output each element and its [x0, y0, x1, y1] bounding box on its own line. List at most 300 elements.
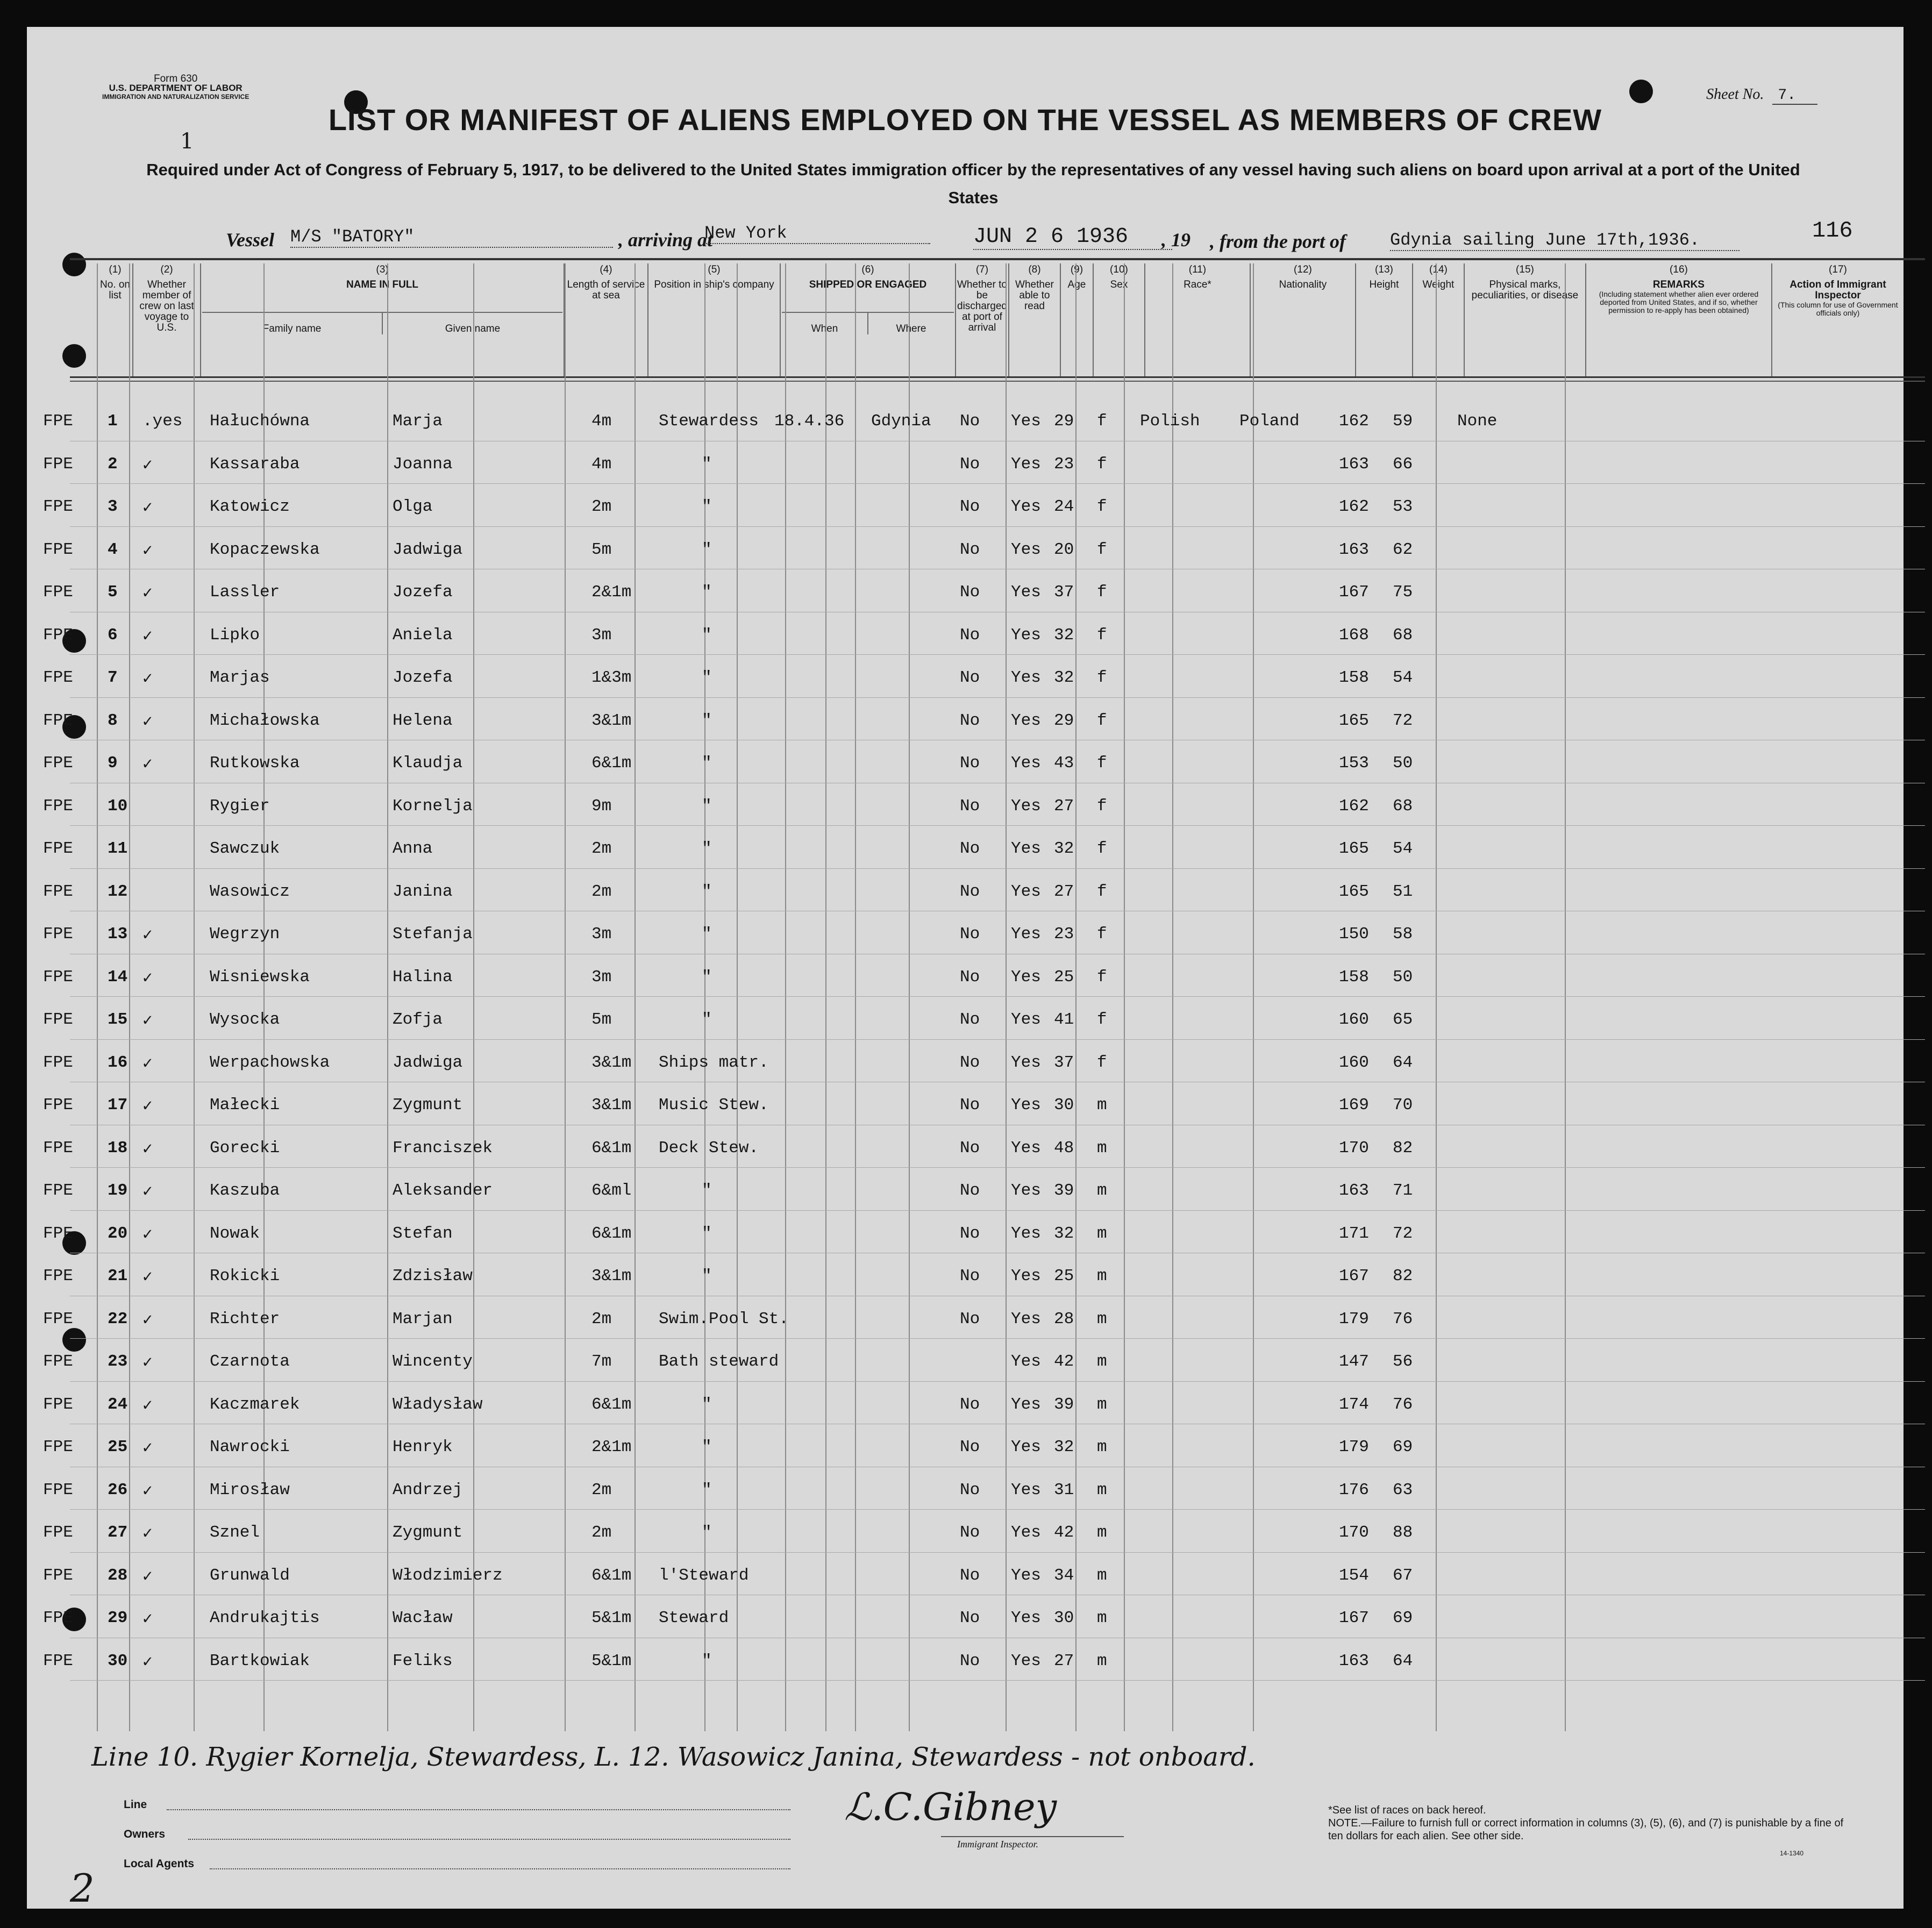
cell-prev: ✓: [142, 969, 153, 988]
cell-prev: ✓: [142, 1268, 153, 1287]
cell-mark: FPE: [43, 1010, 73, 1029]
cell-read: Yes: [1011, 1566, 1041, 1585]
cell-position: ": [702, 1010, 712, 1029]
cell-service: 5&1m: [591, 1651, 632, 1670]
header-rule: [70, 381, 1925, 382]
cell-mark: FPE: [43, 1523, 73, 1542]
cell-age: 25: [1054, 967, 1074, 987]
cell-discharged: No: [960, 412, 980, 431]
cell-service: 5m: [591, 1010, 612, 1029]
cell-mark: FPE: [43, 796, 73, 816]
cell-read: Yes: [1011, 1267, 1041, 1286]
cell-age: 41: [1054, 1010, 1074, 1029]
column-number: (3): [376, 264, 389, 275]
cell-given: Wincenty: [393, 1352, 473, 1371]
cell-no: 5: [108, 583, 118, 602]
cell-prev: ✓: [142, 456, 153, 475]
table-header: [97, 263, 1904, 377]
cell-given: Jadwiga: [393, 540, 463, 559]
column-number: (12): [1294, 264, 1312, 275]
cell-service: 9m: [591, 796, 612, 816]
cell-sex: m: [1097, 1395, 1107, 1414]
cell-sex: m: [1097, 1096, 1107, 1115]
cell-given: Franciszek: [393, 1138, 493, 1158]
cell-mark: FPE: [43, 925, 73, 944]
column-sublabel: (Including statement whether alien ever ordered deported from United States, and if so, whether permission to re-apply has been obtained): [1599, 290, 1759, 315]
cell-nationality: Poland: [1239, 412, 1300, 431]
cell-position: Stewardess: [659, 412, 759, 431]
column-header: [1250, 263, 1356, 377]
cell-sex: m: [1097, 1309, 1107, 1329]
cell-age: 37: [1054, 583, 1074, 602]
cell-weight: 71: [1393, 1181, 1413, 1200]
cell-sex: f: [1097, 967, 1107, 987]
cell-given: Kornelja: [393, 796, 473, 816]
column-header: [133, 263, 201, 377]
cell-no: 2: [108, 454, 118, 474]
arriving-label: , arriving at: [618, 229, 713, 251]
cell-height: 165: [1339, 882, 1369, 901]
cell-given: Zdzisław: [393, 1267, 473, 1286]
cell-prev: ✓: [142, 627, 153, 646]
cell-age: 29: [1054, 412, 1074, 431]
cell-height: 165: [1339, 839, 1369, 858]
cell-sex: f: [1097, 711, 1107, 730]
cell-family: Rokicki: [210, 1267, 280, 1286]
cell-sex: f: [1097, 754, 1107, 773]
cell-no: 25: [108, 1438, 128, 1456]
column-header: [780, 263, 956, 377]
cell-family: Michałowska: [210, 711, 320, 730]
cell-position: ": [702, 1267, 712, 1286]
cell-family: Wysocka: [210, 1010, 280, 1029]
column-label: Physical marks, peculiarities, or disease: [1471, 279, 1579, 301]
cell-position: ": [702, 1395, 712, 1414]
cell-read: Yes: [1011, 454, 1041, 474]
cell-sex: f: [1097, 1053, 1107, 1072]
cell-prev: ✓: [142, 1225, 153, 1245]
cell-weight: 58: [1393, 925, 1413, 944]
cell-service: 5&1m: [591, 1609, 632, 1627]
cell-family: Bartkowiak: [210, 1651, 310, 1670]
column-number: (1): [109, 264, 122, 275]
cell-position: ": [702, 882, 712, 901]
cell-read: Yes: [1011, 1438, 1041, 1456]
cell-mark: FPE: [43, 711, 73, 730]
cell-mark: FPE: [43, 1480, 73, 1499]
cell-age: 30: [1054, 1096, 1074, 1115]
cell-position: ": [702, 1523, 712, 1542]
column-number: (6): [861, 264, 874, 275]
cell-mark: FPE: [43, 454, 73, 474]
cell-height: 158: [1339, 668, 1369, 687]
cell-no: 21: [108, 1267, 128, 1286]
cell-position: ": [702, 1181, 712, 1200]
cell-family: Kopaczewska: [210, 540, 320, 559]
cell-no: 12: [108, 882, 128, 901]
column-sublabel: Where: [867, 313, 954, 334]
cell-position: ": [702, 625, 712, 645]
cell-discharged: No: [960, 1267, 980, 1286]
cell-age: 32: [1054, 625, 1074, 645]
cell-no: 4: [108, 540, 118, 559]
cell-given: Jozefa: [393, 668, 453, 687]
cell-height: 174: [1339, 1395, 1369, 1414]
cell-weight: 76: [1393, 1309, 1413, 1329]
cell-height: 176: [1339, 1480, 1369, 1499]
column-number: (4): [600, 264, 612, 275]
cell-weight: 50: [1393, 967, 1413, 987]
cell-read: Yes: [1011, 1224, 1041, 1243]
cell-sex: m: [1097, 1566, 1107, 1585]
service-name: IMMIGRATION AND NATURALIZATION SERVICE: [102, 93, 249, 101]
cell-age: 23: [1054, 454, 1074, 474]
cell-no: 27: [108, 1523, 128, 1542]
cell-mark: FPE: [43, 1609, 73, 1627]
form-number: Form 630: [154, 73, 198, 84]
row-rule: [70, 996, 1925, 997]
cell-discharged: No: [960, 1309, 980, 1329]
row-rule: [70, 1167, 1925, 1168]
cell-age: 39: [1054, 1395, 1074, 1414]
cell-position: ": [702, 1651, 712, 1670]
column-number: (5): [708, 264, 721, 275]
cell-family: Kassaraba: [210, 454, 300, 474]
column-label: NAME IN FULL: [346, 279, 419, 290]
cell-weight: 54: [1393, 839, 1413, 858]
manifest-table-frame: [70, 258, 1925, 1733]
cell-read: Yes: [1011, 1010, 1041, 1029]
cell-read: Yes: [1011, 796, 1041, 816]
cell-service: 3&1m: [591, 1267, 632, 1286]
cell-prev: ✓: [142, 1396, 153, 1416]
cell-mark: FPE: [43, 1309, 73, 1329]
cell-discharged: No: [960, 1053, 980, 1072]
cell-family: Małecki: [210, 1096, 280, 1115]
cell-prev: ✓: [142, 1610, 153, 1629]
cell-prev: ✓: [142, 1354, 153, 1373]
cell-age: 32: [1054, 1224, 1074, 1243]
cell-no: 14: [108, 967, 128, 987]
cell-age: 48: [1054, 1138, 1074, 1158]
cell-weight: 56: [1393, 1352, 1413, 1371]
cell-given: Halina: [393, 967, 453, 987]
cell-prev: ✓: [142, 755, 153, 774]
vessel-label: Vessel: [226, 229, 274, 251]
cell-service: 2m: [591, 1309, 612, 1329]
cell-read: Yes: [1011, 1096, 1041, 1115]
cell-mark: FPE: [43, 497, 73, 516]
column-label: SHIPPED OR ENGAGED: [809, 279, 927, 290]
owners-blank: [188, 1839, 790, 1840]
cell-sex: f: [1097, 412, 1107, 431]
column-number: (15): [1516, 264, 1534, 275]
page-mark: 1: [180, 129, 194, 154]
cell-mark: FPE: [43, 1224, 73, 1243]
row-rule: [70, 697, 1925, 698]
cell-family: Mirosław: [210, 1480, 290, 1499]
cell-position: ": [702, 711, 712, 730]
cell-service: 3m: [591, 925, 612, 944]
cell-weight: 64: [1393, 1651, 1413, 1670]
cell-height: 163: [1339, 1651, 1369, 1670]
column-number: (17): [1829, 264, 1847, 275]
cell-weight: 59: [1393, 412, 1413, 431]
cell-weight: 72: [1393, 1224, 1413, 1243]
races-note: *See list of races on back hereof.: [1328, 1804, 1486, 1816]
cell-sex: m: [1097, 1438, 1107, 1456]
cell-no: 15: [108, 1010, 128, 1029]
cell-age: 42: [1054, 1523, 1074, 1542]
cell-weight: 64: [1393, 1053, 1413, 1072]
cell-age: 27: [1054, 1651, 1074, 1670]
cell-read: Yes: [1011, 412, 1041, 431]
cell-discharged: No: [960, 839, 980, 858]
column-label: No. on list: [100, 279, 130, 301]
punch-hole: [1629, 80, 1653, 103]
line-label: Line: [124, 1798, 147, 1811]
cell-height: 158: [1339, 967, 1369, 987]
cell-read: Yes: [1011, 1309, 1041, 1329]
cell-no: 13: [108, 925, 128, 944]
cell-no: 7: [108, 668, 118, 687]
page-subtitle: Required under Act of Congress of February 5, 1917, to be delivered to the United States immigration officer by the representatives of any vessel having such aliens on board upon arrival at a port of the United States: [146, 160, 1800, 207]
cell-height: 167: [1339, 1609, 1369, 1627]
cell-discharged: No: [960, 925, 980, 944]
arrival-date-stamp: JUN 2 6 1936: [973, 225, 1172, 250]
column-header: [1413, 263, 1464, 377]
column-header: [1772, 263, 1904, 377]
column-sublabel: Given name: [382, 313, 562, 334]
cell-service: 4m: [591, 412, 612, 431]
cell-no: 24: [108, 1395, 128, 1414]
cell-position: Music Stew.: [659, 1096, 769, 1115]
cell-position: ": [702, 497, 712, 516]
cell-position: ": [702, 839, 712, 858]
cell-read: Yes: [1011, 1053, 1041, 1072]
cell-service: 3m: [591, 625, 612, 645]
cell-age: 42: [1054, 1352, 1074, 1371]
column-header: [1586, 263, 1772, 377]
cell-sex: m: [1097, 1138, 1107, 1158]
agents-label: Local Agents: [124, 1858, 195, 1870]
cell-weight: 68: [1393, 625, 1413, 645]
signature-line: [941, 1836, 1124, 1837]
cell-weight: 66: [1393, 454, 1413, 474]
column-label: Height: [1369, 279, 1399, 290]
cell-age: 23: [1054, 925, 1074, 944]
cell-given: Marja: [393, 412, 443, 431]
cell-position: ": [702, 925, 712, 944]
row-rule: [70, 483, 1925, 484]
cell-age: 39: [1054, 1181, 1074, 1200]
cell-mark: FPE: [43, 1566, 73, 1585]
cell-family: Hałuchówna: [210, 412, 310, 431]
cell-prev: ✓: [142, 1653, 153, 1672]
cell-family: Kaszuba: [210, 1181, 280, 1200]
cell-where: Gdynia: [871, 412, 931, 431]
column-header: [201, 263, 564, 377]
form-header: [102, 74, 249, 102]
cell-weight: 63: [1393, 1480, 1413, 1499]
cell-height: 162: [1339, 796, 1369, 816]
cell-position: Steward: [659, 1609, 729, 1627]
cell-prev: ✓: [142, 1439, 153, 1458]
cell-prev: ✓: [142, 1054, 153, 1074]
cell-family: Wasowicz: [210, 882, 290, 901]
cell-age: 28: [1054, 1309, 1074, 1329]
cell-age: 27: [1054, 882, 1074, 901]
penalty-note: NOTE.—Failure to furnish full or correct information in columns (3), (5), (6), and (7) is punishable by a fine of ten dollars for each alien. See other side.: [1328, 1817, 1844, 1842]
cell-weight: 82: [1393, 1138, 1413, 1158]
cell-given: Wacław: [393, 1609, 453, 1627]
cell-family: Katowicz: [210, 497, 290, 516]
row-rule: [70, 526, 1925, 527]
corner-page-mark: 2: [70, 1866, 95, 1911]
from-port-label: , from the port of: [1210, 231, 1346, 252]
cell-family: Werpachowska: [210, 1053, 330, 1072]
cell-given: Władysław: [393, 1395, 483, 1414]
cell-height: 160: [1339, 1053, 1369, 1072]
cell-weight: 76: [1393, 1395, 1413, 1414]
cell-sex: m: [1097, 1651, 1107, 1670]
cell-height: 150: [1339, 925, 1369, 944]
cell-position: ": [702, 796, 712, 816]
cell-read: Yes: [1011, 1523, 1041, 1542]
cell-discharged: No: [960, 668, 980, 687]
cell-discharged: No: [960, 1395, 980, 1414]
cell-sex: f: [1097, 583, 1107, 602]
cell-mark: FPE: [43, 967, 73, 987]
cell-given: Feliks: [393, 1651, 453, 1670]
cell-service: 1&3m: [591, 668, 632, 687]
page-title: LIST OR MANIFEST OF ALIENS EMPLOYED ON THE VESSEL AS MEMBERS OF CREW: [328, 103, 1602, 137]
cell-age: 34: [1054, 1566, 1074, 1585]
cell-discharged: No: [960, 454, 980, 474]
cell-sex: f: [1097, 1010, 1107, 1029]
cell-discharged: No: [960, 540, 980, 559]
cell-mark: FPE: [43, 1352, 73, 1371]
department-name: U.S. DEPARTMENT OF LABOR: [109, 83, 243, 93]
cell-discharged: No: [960, 1566, 980, 1585]
cell-sex: f: [1097, 497, 1107, 516]
cell-weight: 70: [1393, 1096, 1413, 1115]
cell-service: 6&1m: [591, 1224, 632, 1243]
cell-read: Yes: [1011, 839, 1041, 858]
cell-service: 3&1m: [591, 711, 632, 730]
cell-position: ": [702, 668, 712, 687]
cell-weight: 88: [1393, 1523, 1413, 1542]
cell-mark: FPE: [43, 583, 73, 602]
cell-service: 5m: [591, 540, 612, 559]
cell-discharged: No: [960, 1609, 980, 1627]
cell-given: Włodzimierz: [393, 1566, 503, 1585]
column-label: Whether to be discharged at port of arrival: [957, 279, 1007, 333]
cell-service: 4m: [591, 454, 612, 474]
cell-position: Ships matr.: [659, 1053, 769, 1072]
cell-given: Zofja: [393, 1010, 443, 1029]
row-rule: [70, 1552, 1925, 1553]
cell-read: Yes: [1011, 925, 1041, 944]
cell-given: Andrzej: [393, 1480, 463, 1499]
cell-service: 2m: [591, 1480, 612, 1499]
cell-position: ": [702, 454, 712, 474]
cell-prev: ✓: [142, 1311, 153, 1330]
cell-no: 8: [108, 711, 118, 730]
cell-family: Sznel: [210, 1523, 260, 1542]
column-header: [648, 263, 780, 377]
cell-given: Anna: [393, 839, 433, 858]
cell-prev: ✓: [142, 926, 153, 945]
cell-mark: FPE: [43, 754, 73, 773]
cell-height: 163: [1339, 454, 1369, 474]
cell-weight: 62: [1393, 540, 1413, 559]
cell-position: ": [702, 583, 712, 602]
row-rule: [70, 1381, 1925, 1382]
cell-service: 7m: [591, 1352, 612, 1371]
cell-marks: None: [1457, 412, 1498, 431]
cell-sex: m: [1097, 1480, 1107, 1499]
cell-read: Yes: [1011, 1651, 1041, 1670]
cell-position: ": [702, 1438, 712, 1456]
cell-sex: f: [1097, 796, 1107, 816]
cell-read: Yes: [1011, 1352, 1041, 1371]
cell-discharged: No: [960, 1438, 980, 1456]
column-header: [1060, 263, 1093, 377]
cell-discharged: No: [960, 1651, 980, 1670]
cell-prev: ✓: [142, 1097, 153, 1116]
cell-family: Sawczuk: [210, 839, 280, 858]
cell-family: Nawrocki: [210, 1438, 290, 1456]
cell-position: Swim.Pool St.: [659, 1309, 789, 1329]
column-number: (7): [975, 264, 989, 275]
cell-weight: 69: [1393, 1438, 1413, 1456]
cell-no: 16: [108, 1053, 128, 1072]
column-header: [1009, 263, 1060, 377]
cell-discharged: No: [960, 1096, 980, 1115]
cell-mark: FPE: [43, 1181, 73, 1200]
cell-given: Jozefa: [393, 583, 453, 602]
cell-service: 6&1m: [591, 1395, 632, 1414]
cell-height: 168: [1339, 625, 1369, 645]
cell-sex: m: [1097, 1609, 1107, 1627]
cell-position: ": [702, 540, 712, 559]
cell-discharged: No: [960, 1010, 980, 1029]
cell-no: 18: [108, 1138, 128, 1158]
cell-discharged: No: [960, 1181, 980, 1200]
manifest-page: [27, 27, 1904, 1909]
cell-weight: 67: [1393, 1566, 1413, 1585]
cell-sex: f: [1097, 925, 1107, 944]
cell-mark: FPE: [43, 1395, 73, 1414]
cell-given: Stefan: [393, 1224, 453, 1243]
form-code: 14-1340: [1780, 1850, 1804, 1857]
column-header: [1356, 263, 1413, 377]
inspector-signature: ℒ.C.Gibney: [844, 1785, 1057, 1829]
cell-age: 43: [1054, 754, 1074, 773]
cell-service: 3&1m: [591, 1053, 632, 1072]
column-number: (2): [160, 264, 173, 275]
cell-height: 162: [1339, 412, 1369, 431]
cell-family: Lipko: [210, 625, 260, 645]
cell-weight: 72: [1393, 711, 1413, 730]
inspector-caption: Immigrant Inspector.: [957, 1839, 1038, 1850]
cell-family: Gorecki: [210, 1138, 280, 1158]
cell-mark: FPE: [43, 839, 73, 858]
handwritten-note: Line 10. Rygier Kornelja, Stewardess, L. 12. Wasowicz Janina, Stewardess - not onboard.: [91, 1742, 1256, 1772]
year-label: , 19: [1161, 229, 1190, 251]
vessel-name: M/S "BATORY": [290, 227, 613, 248]
